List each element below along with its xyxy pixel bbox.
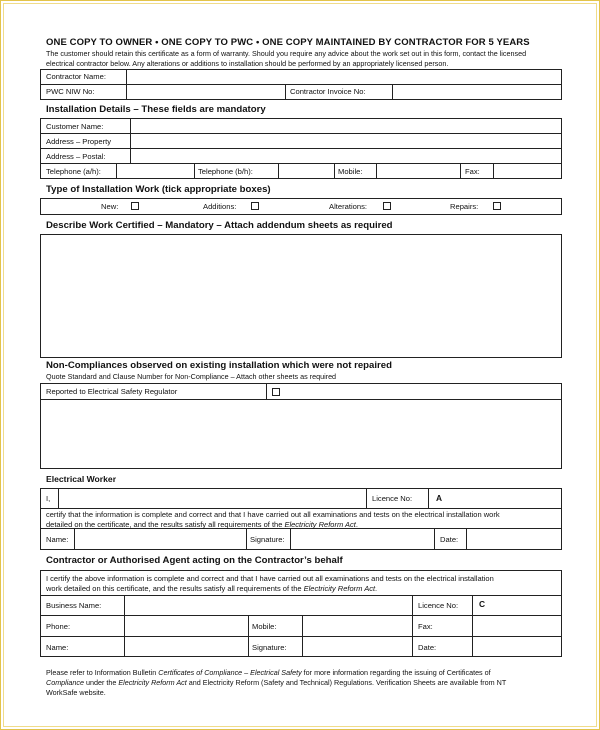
worker-date-field[interactable]: [468, 529, 560, 549]
invoice-label: Contractor Invoice No:: [290, 87, 366, 96]
divider: [366, 488, 367, 508]
address-postal-label: Address – Postal:: [46, 152, 106, 161]
fax-field[interactable]: [495, 164, 560, 178]
act-name: Electricity Reform Act: [303, 583, 376, 593]
telephone-ah-label: Telephone (a/h):: [46, 167, 101, 176]
bulletin-title: Certificates of Compliance – Electrical Safety: [158, 668, 302, 677]
work-type-new-checkbox[interactable]: [131, 202, 139, 210]
footer-italic: Compliance: [46, 677, 84, 687]
divider: [116, 163, 117, 179]
act-name: Electricity Reform Act: [118, 677, 187, 687]
contractor-name-field[interactable]: [128, 70, 560, 83]
noncompliance-textarea[interactable]: [42, 401, 560, 467]
worker-name-label: Name:: [46, 535, 69, 544]
divider: [58, 488, 59, 508]
cert-text: .: [355, 519, 358, 529]
divider: [285, 84, 286, 100]
footer-text: and Electricity Reform (Safety and Technical) Regulations. Verification Sheets are available from NT: [186, 677, 507, 687]
agent-signature-label: Signature:: [252, 643, 287, 652]
agent-name-label: Name:: [46, 643, 69, 652]
invoice-field[interactable]: [394, 85, 560, 99]
act-name: Electricity Reform Act: [284, 519, 356, 529]
cert-text: detailed on the certificate, and the results satisfy all requirements of the: [46, 519, 285, 529]
fax-label: Fax:: [465, 167, 480, 176]
business-name-field[interactable]: [126, 596, 411, 614]
agent-signature-field[interactable]: [304, 637, 411, 656]
worker-licence-label: Licence No:: [372, 494, 413, 503]
worker-licence-field[interactable]: [446, 489, 560, 507]
mobile-label: Mobile:: [338, 167, 363, 176]
divider: [493, 163, 494, 179]
work-type-title: Type of Installation Work (tick appropriate boxes): [46, 184, 271, 195]
divider: [434, 528, 435, 550]
worker-i-label: I,: [46, 494, 51, 503]
pwc-niw-field[interactable]: [128, 85, 284, 99]
agent-fax-label: Fax:: [418, 622, 433, 631]
agent-certification-text: [46, 574, 560, 594]
agent-licence-field[interactable]: [490, 596, 560, 614]
mobile-field[interactable]: [378, 164, 459, 178]
divider: [40, 508, 562, 509]
worker-signature-label: Signature:: [250, 535, 285, 544]
divider: [412, 595, 413, 657]
work-type-additions-checkbox[interactable]: [251, 202, 259, 210]
footer-text: under the: [83, 677, 119, 687]
worker-licence-prefix: A: [436, 493, 443, 503]
footer-line-2: [46, 678, 566, 688]
divider: [302, 615, 303, 657]
agent-date-label: Date:: [418, 643, 437, 652]
divider: [194, 163, 195, 179]
agent-fax-field[interactable]: [474, 616, 560, 635]
cert-text: .: [375, 583, 378, 593]
address-postal-field[interactable]: [132, 149, 560, 162]
worker-name-field[interactable]: [60, 489, 365, 507]
address-property-field[interactable]: [132, 134, 560, 147]
telephone-bh-field[interactable]: [280, 164, 333, 178]
divider: [428, 488, 429, 508]
divider: [278, 163, 279, 179]
installation-title: Installation Details – These fields are mandatory: [46, 104, 266, 115]
divider: [248, 615, 249, 657]
worker-date-label: Date:: [440, 535, 459, 544]
work-type-repairs-label: Repairs:: [450, 202, 479, 211]
divider: [290, 528, 291, 550]
electrical-worker-title: Electrical Worker: [46, 474, 117, 484]
worker-print-name-field[interactable]: [76, 529, 245, 549]
noncompliance-subtitle: Quote Standard and Clause Number for Non-Compliance – Attach other sheets as required: [46, 372, 337, 381]
agent-mobile-label: Mobile:: [252, 622, 277, 631]
agent-cert-line-1: I certify the above information is complete and correct and that I have carried out all examinations and tests on the electrical installation: [46, 574, 494, 583]
describe-work-textarea[interactable]: [40, 234, 562, 358]
customer-name-label: Customer Name:: [46, 122, 104, 131]
worker-cert-line-2: [46, 520, 560, 530]
worker-signature-field[interactable]: [292, 529, 433, 549]
divider: [466, 528, 467, 550]
reported-regulator-checkbox[interactable]: [272, 388, 280, 396]
footer-note: [46, 668, 566, 697]
divider: [460, 163, 461, 179]
agent-licence-prefix: C: [479, 599, 486, 609]
business-name-label: Business Name:: [46, 601, 102, 610]
reported-regulator-label: Reported to Electrical Safety Regulator: [46, 387, 178, 396]
footer-text: for more information regarding the issuing of Certificates of: [301, 668, 491, 677]
contractor-name-label: Contractor Name:: [46, 72, 106, 81]
footer-line-3: WorkSafe website.: [46, 687, 106, 697]
warranty-note: [46, 49, 566, 68]
agent-phone-field[interactable]: [126, 616, 247, 635]
telephone-ah-field[interactable]: [118, 164, 193, 178]
divider: [74, 528, 75, 550]
agent-mobile-field[interactable]: [304, 616, 411, 635]
agent-phone-label: Phone:: [46, 622, 71, 631]
agent-name-field[interactable]: [126, 637, 247, 656]
copy-distribution-heading: ONE COPY TO OWNER • ONE COPY TO PWC • ONE COPY MAINTAINED BY CONTRACTOR FOR 5 YEARS: [46, 37, 530, 48]
agent-licence-label: Licence No:: [418, 601, 459, 610]
worker-cert-line-1: certify that the information is complete and correct and that I have carried out all examinations and tests on the electrical installation work: [46, 510, 500, 519]
work-type-additions-label: Additions:: [203, 202, 237, 211]
warranty-note-line-2: electrical contractor below. Any alterations or additions to installation should be performed by an appropriately licensed person.: [46, 58, 449, 68]
divider: [126, 69, 127, 100]
work-type-repairs-checkbox[interactable]: [493, 202, 501, 210]
worker-certification-text: [46, 510, 560, 529]
divider: [376, 163, 377, 179]
divider: [130, 118, 131, 163]
customer-name-field[interactable]: [132, 119, 560, 132]
footer-line-1: [46, 668, 566, 678]
agent-cert-line-2: [46, 584, 560, 594]
cert-text: work detailed on this certificate, and the results satisfy all requirements of the: [46, 583, 304, 593]
agent-date-field[interactable]: [474, 637, 560, 656]
work-type-alterations-label: Alterations:: [329, 202, 367, 211]
divider: [392, 84, 393, 100]
pwc-niw-label: PWC NIW No:: [46, 87, 95, 96]
divider: [40, 399, 562, 400]
address-property-label: Address – Property: [46, 137, 111, 146]
divider: [246, 528, 247, 550]
telephone-bh-label: Telephone (b/h):: [198, 167, 253, 176]
divider: [266, 383, 267, 399]
warranty-note-line-1: The customer should retain this certificate as a form of warranty. Should you require any advice about the work set out in this form, contact the licensed: [46, 49, 527, 58]
divider: [472, 595, 473, 657]
describe-work-title: Describe Work Certified – Mandatory – Attach addendum sheets as required: [46, 220, 393, 231]
agent-title: Contractor or Authorised Agent acting on the Contractor’s behalf: [46, 555, 343, 566]
divider: [334, 163, 335, 179]
footer-text: Please refer to Information Bulletin: [46, 668, 159, 677]
noncompliance-title: Non-Compliances observed on existing installation which were not repaired: [46, 360, 392, 371]
divider: [124, 595, 125, 657]
work-type-new-label: New:: [101, 202, 119, 211]
work-type-alterations-checkbox[interactable]: [383, 202, 391, 210]
